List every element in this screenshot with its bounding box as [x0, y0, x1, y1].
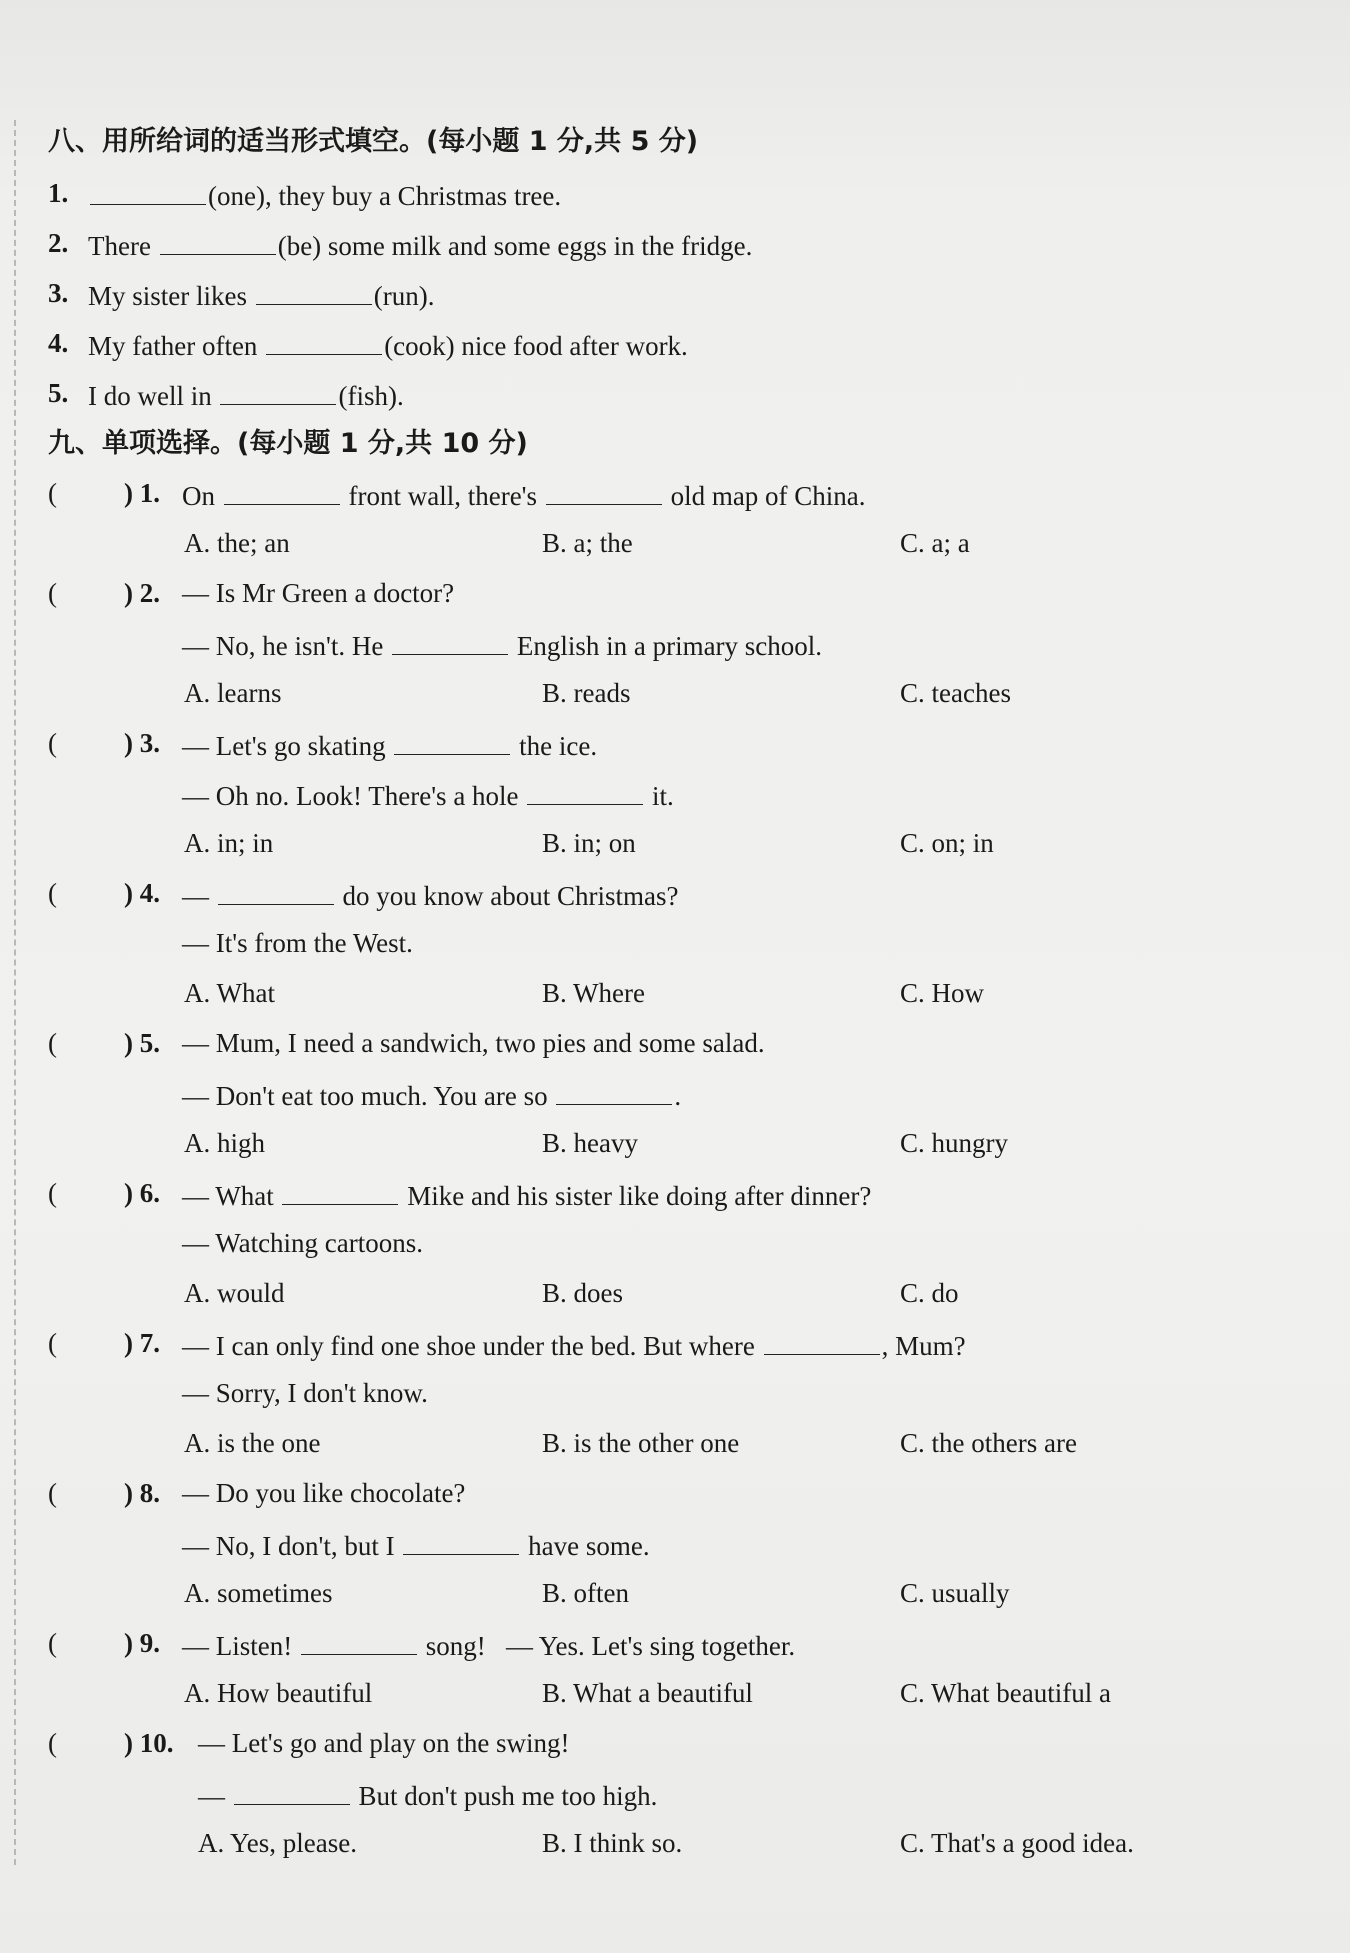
answer-blank	[764, 1330, 880, 1355]
answer-blank	[392, 630, 508, 655]
option-a[interactable]: A. in; in	[184, 828, 274, 858]
option-b[interactable]: B. does	[542, 1278, 623, 1308]
option-b[interactable]: B. is the other one	[542, 1428, 740, 1458]
option-b[interactable]: B. reads	[542, 678, 631, 708]
answer-blank	[282, 1180, 398, 1205]
worksheet-page: 八、用所给词的适当形式填空。(每小题 1 分,共 5 分) 1. (one), they buy a Christmas tree. 2. There (be) some milk and some eggs in the fridge. 3. My sister likes (run). 4. My father often (cook) nice food after work. 5. I do well in (fish). 九、单项选择。(每小题 1 分,共 10 分) ( ) 1. On front wall, there's old map of China. A. the; an B. a; the C. a; a ( ) 2. — Is Mr Green a doctor? — No, he isn't. He English in a primary school. A. learns B. reads C. teaches ( ) 3. — Let's go skating the ice. — Oh no. Look! There's a hole it. A. in; in B. in; on C. on; in ( ) 4. — do you know about Christmas? — It's from the West. A. What B. Where C. How ( ) 5. — Mum, I need a sandwich, two pies and some salad. — Don't eat too much. You are so . A. high B. heavy C. hungry ( ) 6. — What Mike and his sister like doing after dinner? — Watching cartoons. A. would B. does C. do ( ) 7. — I can only find one shoe under the bed. But where , Mum? — Sorry, I don't know. A. is the one B. is the other one C. the others are ( ) 8. — Do you like chocolate? — No, I don't, but I have some. A. sometimes B. often C. usually ( ) 9. — Listen! song! — Yes. Let's sing together. A. How beautiful B. What a beautiful C. What beautiful a ( ) 10. — Let's go and play on the swing! — But don't push me too high. A. Yes, please. B. I think so. C. That's a good idea.	[0, 0, 1350, 1953]
fill-item-number: 5.	[48, 378, 69, 408]
option-a[interactable]: A. is the one	[184, 1428, 321, 1458]
answer-bracket[interactable]: (	[48, 1178, 57, 1208]
section-9-heading: 九、单项选择。(每小题 1 分,共 10 分)	[48, 428, 528, 459]
question-number: ) 6.	[124, 1178, 160, 1208]
option-c[interactable]: C. How	[900, 978, 985, 1008]
fill-item-number: 4.	[48, 328, 69, 358]
answer-bracket[interactable]: (	[48, 1478, 57, 1508]
option-a[interactable]: A. high	[184, 1128, 265, 1158]
answer-blank[interactable]	[256, 280, 372, 305]
fill-item-number: 1.	[48, 178, 69, 208]
question-number: ) 10.	[124, 1728, 174, 1758]
option-a[interactable]: A. sometimes	[184, 1578, 333, 1608]
option-b[interactable]: B. heavy	[542, 1128, 638, 1158]
answer-bracket[interactable]: (	[48, 1328, 57, 1358]
answer-blank	[527, 780, 643, 805]
answer-blank	[546, 480, 662, 505]
fill-item-number: 3.	[48, 278, 69, 308]
option-c[interactable]: C. the others are	[900, 1428, 1077, 1458]
question-number: ) 5.	[124, 1028, 160, 1058]
answer-blank	[301, 1630, 417, 1655]
answer-bracket[interactable]: (	[48, 478, 57, 508]
question-number: ) 1.	[124, 478, 160, 508]
option-c[interactable]: C. What beautiful a	[900, 1678, 1111, 1708]
option-b[interactable]: B. What a beautiful	[542, 1678, 753, 1708]
option-c[interactable]: C. a; a	[900, 528, 970, 558]
answer-bracket[interactable]: (	[48, 1728, 57, 1758]
question-number: ) 8.	[124, 1478, 160, 1508]
answer-blank[interactable]	[220, 380, 336, 405]
option-b[interactable]: B. often	[542, 1578, 629, 1608]
binding-margin-line	[14, 120, 16, 1865]
option-a[interactable]: A. the; an	[184, 528, 290, 558]
option-c[interactable]: C. do	[900, 1278, 959, 1308]
option-c[interactable]: C. teaches	[900, 678, 1011, 708]
option-a[interactable]: A. How beautiful	[184, 1678, 373, 1708]
option-b[interactable]: B. in; on	[542, 828, 636, 858]
option-c[interactable]: C. That's a good idea.	[900, 1828, 1134, 1858]
question-number: ) 9.	[124, 1628, 160, 1658]
option-b[interactable]: B. a; the	[542, 528, 633, 558]
question-number: ) 7.	[124, 1328, 160, 1358]
answer-blank	[224, 480, 340, 505]
answer-bracket[interactable]: (	[48, 1028, 57, 1058]
answer-blank	[403, 1530, 519, 1555]
option-b[interactable]: B. Where	[542, 978, 645, 1008]
option-c[interactable]: C. on; in	[900, 828, 994, 858]
fill-item-number: 2.	[48, 228, 69, 258]
option-c[interactable]: C. hungry	[900, 1128, 1008, 1158]
question-number: ) 2.	[124, 578, 160, 608]
answer-blank	[556, 1080, 672, 1105]
answer-blank[interactable]	[90, 180, 206, 205]
option-b[interactable]: B. I think so.	[542, 1828, 683, 1858]
answer-blank	[234, 1780, 350, 1805]
answer-bracket[interactable]: (	[48, 1628, 57, 1658]
option-a[interactable]: A. Yes, please.	[198, 1828, 357, 1858]
answer-blank	[394, 730, 510, 755]
question-number: ) 4.	[124, 878, 160, 908]
answer-bracket[interactable]: (	[48, 728, 57, 758]
answer-blank[interactable]	[160, 230, 276, 255]
option-a[interactable]: A. What	[184, 978, 275, 1008]
option-c[interactable]: C. usually	[900, 1578, 1010, 1608]
option-a[interactable]: A. learns	[184, 678, 282, 708]
answer-blank[interactable]	[266, 330, 382, 355]
question-number: ) 3.	[124, 728, 160, 758]
option-a[interactable]: A. would	[184, 1278, 285, 1308]
answer-blank	[218, 880, 334, 905]
section-8-heading: 八、用所给词的适当形式填空。(每小题 1 分,共 5 分)	[48, 126, 699, 157]
answer-bracket[interactable]: (	[48, 578, 57, 608]
answer-bracket[interactable]: (	[48, 878, 57, 908]
